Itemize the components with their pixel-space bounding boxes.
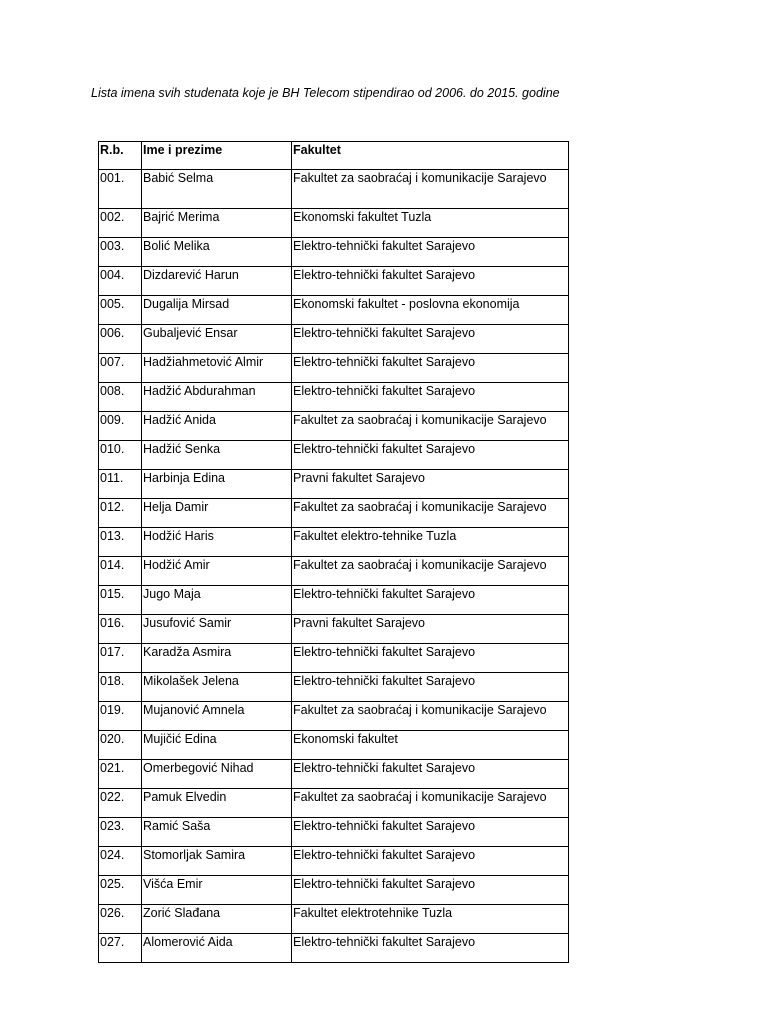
table-row	[99, 354, 569, 383]
student-faculty: Ekonomski fakultet - poslovna ekonomija	[292, 296, 569, 325]
student-name: Jusufović Samir	[142, 615, 292, 644]
row-number: 016.	[99, 615, 142, 644]
row-number: 006.	[99, 325, 142, 354]
student-faculty: Pravni fakultet Sarajevo	[292, 615, 569, 644]
table-row	[99, 876, 569, 905]
row-number: 013.	[99, 528, 142, 557]
students-table	[98, 141, 569, 963]
table-row	[99, 615, 569, 644]
student-faculty: Elektro-tehnički fakultet Sarajevo	[292, 238, 569, 267]
student-name: Bolić Melika	[142, 238, 292, 267]
student-name: Hadžić Abdurahman	[142, 383, 292, 412]
student-name: Babić Selma	[142, 170, 292, 209]
row-number: 026.	[99, 905, 142, 934]
student-name: Omerbegović Nihad	[142, 760, 292, 789]
row-number: 009.	[99, 412, 142, 441]
table-row	[99, 847, 569, 876]
row-number: 019.	[99, 702, 142, 731]
table-row	[99, 760, 569, 789]
student-name: Helja Damir	[142, 499, 292, 528]
row-number: 025.	[99, 876, 142, 905]
student-name: Dizdarević Harun	[142, 267, 292, 296]
row-number: 024.	[99, 847, 142, 876]
student-faculty: Elektro-tehnički fakultet Sarajevo	[292, 383, 569, 412]
student-faculty: Fakultet za saobraćaj i komunikacije Sarajevo	[292, 412, 569, 441]
table-body	[99, 170, 569, 963]
student-name: Višća Emir	[142, 876, 292, 905]
header-rb: R.b.	[99, 142, 142, 170]
row-number: 004.	[99, 267, 142, 296]
row-number: 014.	[99, 557, 142, 586]
student-name: Zorić Slađana	[142, 905, 292, 934]
row-number: 005.	[99, 296, 142, 325]
row-number: 007.	[99, 354, 142, 383]
table-row	[99, 441, 569, 470]
table-row	[99, 412, 569, 441]
student-name: Gubaljević Ensar	[142, 325, 292, 354]
student-name: Pamuk Elvedin	[142, 789, 292, 818]
student-name: Mujičić Edina	[142, 731, 292, 760]
table-header-row	[99, 142, 569, 170]
row-number: 027.	[99, 934, 142, 963]
student-faculty: Pravni fakultet Sarajevo	[292, 470, 569, 499]
student-name: Alomerović Aida	[142, 934, 292, 963]
student-faculty: Fakultet za saobraćaj i komunikacije Sarajevo	[292, 499, 569, 528]
table-row	[99, 673, 569, 702]
student-faculty: Elektro-tehnički fakultet Sarajevo	[292, 876, 569, 905]
table-row	[99, 267, 569, 296]
table-row	[99, 586, 569, 615]
student-name: Jugo Maja	[142, 586, 292, 615]
table-row	[99, 383, 569, 412]
student-name: Hadžić Anida	[142, 412, 292, 441]
table-row	[99, 238, 569, 267]
table-row	[99, 209, 569, 238]
row-number: 003.	[99, 238, 142, 267]
row-number: 001.	[99, 170, 142, 209]
student-name: Hadžić Senka	[142, 441, 292, 470]
table-row	[99, 789, 569, 818]
table-row	[99, 325, 569, 354]
table-row	[99, 644, 569, 673]
student-faculty: Elektro-tehnički fakultet Sarajevo	[292, 760, 569, 789]
student-name: Ramić Saša	[142, 818, 292, 847]
student-faculty: Elektro-tehnički fakultet Sarajevo	[292, 934, 569, 963]
student-faculty: Fakultet elektro-tehnike Tuzla	[292, 528, 569, 557]
table-row	[99, 499, 569, 528]
row-number: 021.	[99, 760, 142, 789]
header-name: Ime i prezime	[142, 142, 292, 170]
student-name: Dugalija Mirsad	[142, 296, 292, 325]
table-row	[99, 934, 569, 963]
student-name: Mikolašek Jelena	[142, 673, 292, 702]
row-number: 017.	[99, 644, 142, 673]
row-number: 011.	[99, 470, 142, 499]
student-faculty: Fakultet elektrotehnike Tuzla	[292, 905, 569, 934]
row-number: 022.	[99, 789, 142, 818]
row-number: 012.	[99, 499, 142, 528]
student-faculty: Fakultet za saobraćaj i komunikacije Sarajevo	[292, 557, 569, 586]
row-number: 008.	[99, 383, 142, 412]
student-faculty: Ekonomski fakultet Tuzla	[292, 209, 569, 238]
student-name: Stomorljak Samira	[142, 847, 292, 876]
student-name: Karadža Asmira	[142, 644, 292, 673]
student-faculty: Elektro-tehnički fakultet Sarajevo	[292, 354, 569, 383]
student-faculty: Ekonomski fakultet	[292, 731, 569, 760]
row-number: 023.	[99, 818, 142, 847]
student-name: Mujanović Amnela	[142, 702, 292, 731]
row-number: 018.	[99, 673, 142, 702]
row-number: 015.	[99, 586, 142, 615]
row-number: 010.	[99, 441, 142, 470]
row-number: 002.	[99, 209, 142, 238]
student-faculty: Elektro-tehnički fakultet Sarajevo	[292, 586, 569, 615]
table-row	[99, 702, 569, 731]
student-faculty: Elektro-tehnički fakultet Sarajevo	[292, 325, 569, 354]
student-faculty: Elektro-tehnički fakultet Sarajevo	[292, 818, 569, 847]
table-row	[99, 818, 569, 847]
table-row	[99, 528, 569, 557]
student-name: Hadžiahmetović Almir	[142, 354, 292, 383]
student-faculty: Elektro-tehnički fakultet Sarajevo	[292, 673, 569, 702]
student-faculty: Elektro-tehnički fakultet Sarajevo	[292, 267, 569, 296]
student-name: Bajrić Merima	[142, 209, 292, 238]
student-faculty: Elektro-tehnički fakultet Sarajevo	[292, 644, 569, 673]
row-number: 020.	[99, 731, 142, 760]
student-faculty: Fakultet za saobraćaj i komunikacije Sarajevo	[292, 170, 569, 209]
student-name: Hodžić Haris	[142, 528, 292, 557]
student-name: Hodžić Amir	[142, 557, 292, 586]
table-row	[99, 905, 569, 934]
table-row	[99, 296, 569, 325]
student-faculty: Fakultet za saobraćaj i komunikacije Sarajevo	[292, 789, 569, 818]
header-faculty: Fakultet	[292, 142, 569, 170]
student-faculty: Elektro-tehnički fakultet Sarajevo	[292, 441, 569, 470]
table-row	[99, 557, 569, 586]
table-row	[99, 170, 569, 209]
student-name: Harbinja Edina	[142, 470, 292, 499]
document-title: Lista imena svih studenata koje je BH Telecom stipendirao od 2006. do 2015. godine	[91, 86, 560, 100]
student-faculty: Fakultet za saobraćaj i komunikacije Sarajevo	[292, 702, 569, 731]
table-row	[99, 470, 569, 499]
student-faculty: Elektro-tehnički fakultet Sarajevo	[292, 847, 569, 876]
table-row	[99, 731, 569, 760]
